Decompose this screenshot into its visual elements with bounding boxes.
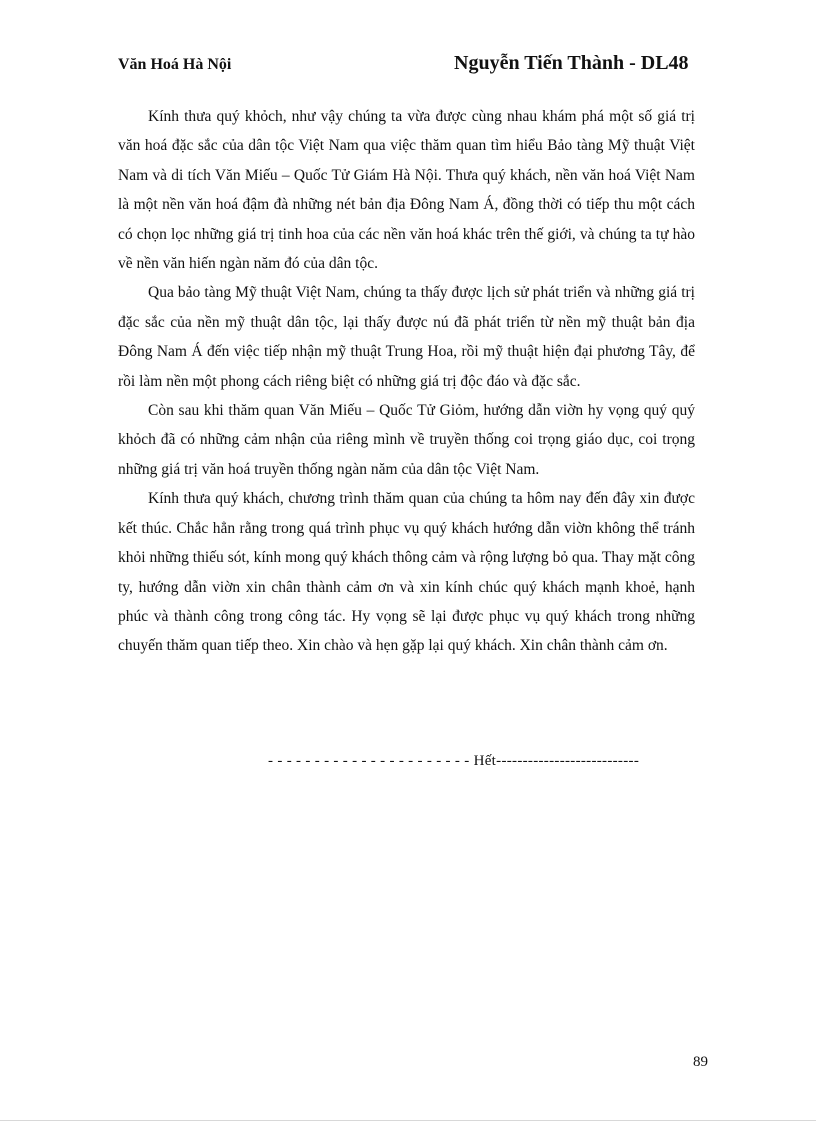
page-number: 89 bbox=[693, 1054, 708, 1070]
paragraph: Còn sau khi thăm quan Văn Miếu – Quốc Tử Giỏm, hướng dẫn viờn hy vọng quý quý khỏch đã có những cảm nhận của riêng mình về truyền thống coi trọng giáo dục, coi trọng những giá trị văn hoá truyền thống ngàn năm của dân tộc Việt Nam. bbox=[118, 402, 695, 478]
paragraph: Qua bảo tàng Mỹ thuật Việt Nam, chúng ta thấy được lịch sử phát triển và những giá trị đặc sắc của nền mỹ thuật dân tộc, lại thấy được nú đã phát triển từ nền mỹ thuật bản địa Đông Nam Á đến việc tiếp nhận mỹ thuật Trung Hoa, rồi mỹ thuật hiện đại phương Tây, để rồi làm nền một phong cách riêng biệt có những giá trị độc đáo và đặc sắc. bbox=[118, 284, 695, 390]
body-text bbox=[118, 102, 695, 661]
paragraph: Kính thưa quý khỏch, như vậy chúng ta vừa được cùng nhau khám phá một số giá trị văn hoá đặc sắc của dân tộc Việt Nam qua việc thăm quan tìm hiểu Bảo tàng Mỹ thuật Việt Nam và di tích Văn Miếu – Quốc Tử Giám Hà Nội. Thưa quý khách, nền văn hoá Việt Nam là một nền văn hoá đậm đà những nét bản địa Đông Nam Á, đồng thời có tiếp thu một cách có chọn lọc những giá trị tinh hoa của các nền văn hoá khác trên thế giới, và chúng ta tự hào về nền văn hiến ngàn năm đó của dân tộc. bbox=[118, 108, 695, 273]
header-course-title: Văn Hoá Hà Nội bbox=[118, 56, 232, 73]
page-bottom-divider bbox=[0, 1120, 816, 1121]
header-author: Nguyễn Tiến Thành - DL48 bbox=[454, 52, 689, 74]
paragraph: Kính thưa quý khách, chương trình thăm quan của chúng ta hôm nay đến đây xin được kết thúc. Chắc hẳn rằng trong quá trình phục vụ quý khách hướng dẫn viờn không thể tránh khỏi những thiếu sót, kính mong quý khách thông cảm và rộng lượng bỏ qua. Thay mặt công ty, hướng dẫn viờn xin chân thành cảm ơn và xin kính chúc quý khách mạnh khoẻ, hạnh phúc và thành công trong công tác. Hy vọng sẽ lại được phục vụ quý khách trong những chuyến thăm quan tiếp theo. Xin chào và hẹn gặp lại quý khách. Xin chân thành cảm ơn. bbox=[118, 490, 695, 655]
end-marker: - - - - - - - - - - - - - - - - - - - - - - Hết--------------------------- bbox=[268, 753, 640, 769]
